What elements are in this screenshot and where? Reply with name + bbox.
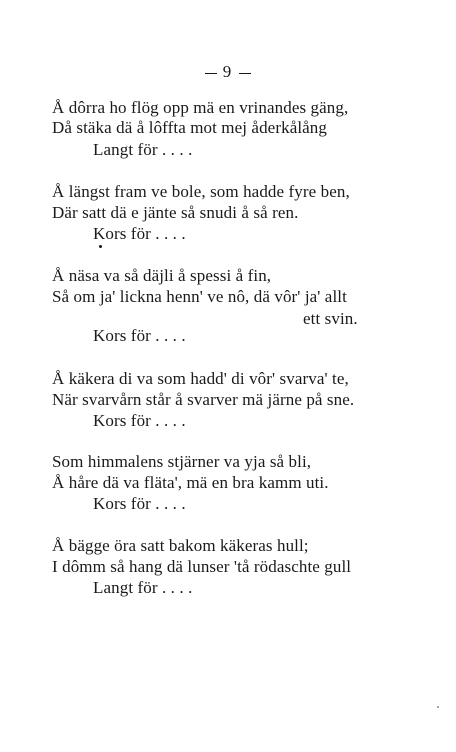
print-dot (99, 245, 102, 248)
verse-line: Där satt dä e jänte så snudi å så ren. (52, 203, 299, 222)
verse-line-continuation: ett svin. (303, 309, 358, 328)
verse-line: Så om ja' lickna henn' ve nô, dä vôr' ja' allt (52, 287, 347, 306)
refrain-line: Kors för . . . . (93, 326, 186, 345)
page-number-dash-right (239, 73, 251, 74)
verse-line: Å käkera di va som hadd' di vôr' svarva' te, (52, 369, 349, 388)
verse-line: Då stäka dä å lôffta mot mej åderkålång (52, 118, 328, 137)
verse-line: Å dôrra ho flög opp mä en vrinandes gäng, (52, 98, 349, 117)
refrain-line: Kors för . . . . (93, 224, 186, 243)
refrain-line: Kors för . . . . (93, 494, 186, 513)
page-number-text: 9 (222, 62, 234, 81)
verse-line: När svarvårn står å svarver mä järne på sne. (52, 390, 355, 409)
verse-line: I dômm så hang dä lunser 'tå rödaschte gull (52, 557, 352, 576)
verse-line: Å näsa va så däjli å spessi å fin, (52, 266, 272, 285)
page-number-dash-left (205, 73, 217, 74)
page-number (0, 62, 456, 82)
refrain-line: Langt för . . . . (93, 140, 193, 159)
verse-line: Å håre dä va fläta', mä en bra kamm uti. (52, 473, 329, 492)
refrain-line: Kors för . . . . (93, 411, 186, 430)
refrain-line: Langt för . . . . (93, 578, 193, 597)
verse-line: Å längst fram ve bole, som hadde fyre ben, (52, 182, 350, 201)
paper-speck (437, 706, 439, 708)
verse-line: Som himmalens stjärner va yja så bli, (52, 452, 312, 471)
verse-line: Å bägge öra satt bakom käkeras hull; (52, 536, 309, 555)
